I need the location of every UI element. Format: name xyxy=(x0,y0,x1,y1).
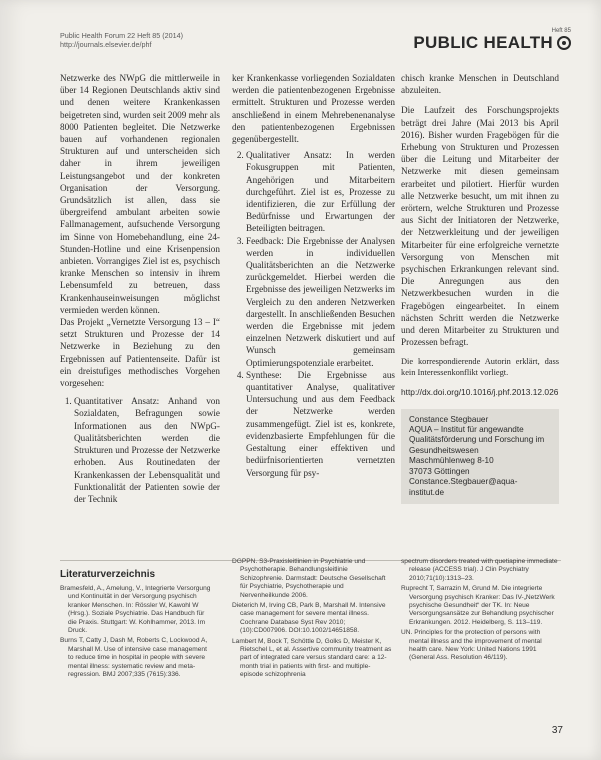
reference-item: DGPPN. S3-Praxisleitlinien in Psychiatrie und Psychotherapie. Behandlungsleitlinie Schizophrenie. Darmstadt: Deutsche Gesellschaft für Psychiatrie, Psychotherapie und Nervenheilkunde 2006. xyxy=(232,558,386,599)
journal-badge-icon xyxy=(557,36,571,50)
method-list xyxy=(60,395,220,505)
contact-line: Qualitätsförderung und Forschung im xyxy=(409,435,545,445)
page-number: 37 xyxy=(551,725,563,736)
references-column-1 xyxy=(60,585,212,681)
journal-volume: Heft 85 xyxy=(551,28,571,34)
paragraph: Die Laufzeit des Forschungsprojekts beträgt drei Jahre (Mai 2013 bis April 2016). Bisher wurden Fragebögen für die Erhebung von Strukturen und Prozessen über die Leitung und Mitarbeiter der Netzwerke mit diesen gemeinsam erarbeitet und pilotiert. Hierfür wurden alle Netzwerke besucht, um mit ihnen zu erörtern, welche Strukturen und Prozesse aus Sicht der Initiatoren der Netzwerke, der Netzwerkleitung und der jeweiligen Mitarbeiter für eine erfolgreiche vernetzte Versorgung von Menschen mit psychischen Erkrankungen relevant sind. Die Anregungen aus den Netzwerkbesuchen wurden in die Fragebögen eingearbeitet. In einem nächsten Schritt werden die Netzwerke und deren Mitarbeiter zu Strukturen und Prozessen befragt. xyxy=(401,105,559,348)
paragraph: chisch kranke Menschen in Deutschland abzuleiten. xyxy=(401,73,559,96)
contact-email[interactable]: Constance.Stegbauer@aqua-institut.de xyxy=(409,477,518,497)
reference-item: UN. Principles for the protection of persons with mental illness and the improvement of mental health care. New York: United Nations 1991 (General Ass. Resolution 46/119). xyxy=(401,629,542,662)
contact-line: AQUA – Institut für angewandte xyxy=(409,425,524,435)
citation-line-2[interactable]: http://journals.elsevier.de/phf xyxy=(60,40,152,49)
references-column-3 xyxy=(401,558,559,665)
reference-item: Ruprecht T, Sarrazin M, Grund M. Die integrierte Versorgung psychisch Kranker: Das IV-„NetzWerk psychische Gesundheit“ der TK. In: Neue Versorgungsansätze zur Behandlung psychischer Erkrankungen. 2012. Heidelberg, S. 113–119. xyxy=(401,585,555,626)
text-column-2 xyxy=(232,72,395,479)
journal-title: PUBLIC HEALTH xyxy=(413,33,553,52)
contact-line: Constance Stegbauer xyxy=(409,414,489,424)
conflict-statement: Die korrespondierende Autorin erklärt, dass kein Interessenkonflikt vorliegt. xyxy=(401,357,559,378)
reference-item: Dieterich M, Irving CB, Park B, Marshall M. Intensive case management for severe mental illness. Cochrane Database Syst Rev 2010; (10):CD007906. DOI:10.1002/14651858. xyxy=(232,602,386,635)
journal-logo xyxy=(413,34,571,52)
contact-line: Gesundheitswesen xyxy=(409,445,479,455)
contact-line: 37073 Göttingen xyxy=(409,466,470,476)
reference-item: Lambert M, Bock T, Schöttle D, Golks D, Meister K, Rietschel L, et al. Assertive community treatment as part of integrated care versus standard care: a 12-month trial in patients with first- and multiple-episode schizophrenia xyxy=(232,637,392,679)
list-item: 3. Feedback: Die Ergebnisse der Analysen werden in individuellen Qualitätsberichten an die Netzwerke zurückgemeldet. Hierbei werden die Ergebnisse des jeweiligen Netzwerks im Vergleich zu den anderen Netzwerken dargestellt. In anschließenden Besuchen werden die Ergebnisse mit jedem einzelnen Netzwerk diskutiert und auf Wunsch gemeinsam Optimierungspotenziale erarbeitet. xyxy=(246,235,395,369)
references-column-2 xyxy=(232,558,392,682)
contact-line: Maschmühlenweg 8-10 xyxy=(409,456,494,466)
citation-line-1: Public Health Forum 22 Heft 85 (2014) xyxy=(60,31,184,40)
paragraph: ker Krankenkasse vorliegenden Sozialdaten werden die patientenbezogenen Ergebnisse ermittelt. Strukturen und Prozesse werden anschließend in einem Mehrebenenanalyse den patientenbezogenen Ergebnissen gegenübergestellt. xyxy=(232,73,395,145)
doi-link[interactable]: http://dx.doi.org/10.1016/j.phf.2013.12.026 xyxy=(401,387,559,398)
citation-header xyxy=(60,31,183,49)
paragraph: Das Projekt „Vernetzte Versorgung 13 – I“ setzt Strukturen und Prozesse der 14 Netzwerke in Beziehung zu den Ergebnissen auf Patientenseite. Dafür ist ein dreistufiges methodisches Vorgehen vorgesehen: xyxy=(60,317,220,389)
journal-masthead xyxy=(413,28,571,52)
contact-box xyxy=(401,409,559,504)
list-item: 2. Qualitativer Ansatz: In werden Fokusgruppen mit Patienten, Angehörigen und Mitarbeitern durchgeführt. Ziel ist es, Prozesse zu identifizieren, die zur Erfüllung der Bedürfnisse und Erwartungen der Beteiligten beitragen. xyxy=(246,149,395,234)
references-title: Literaturverzeichnis xyxy=(60,569,156,580)
paragraph: Netzwerke des NWpG die mittlerweile in über 14 Regionen Deutschlands aktiv sind und denen weitere Krankenkassen beigetreten sind, wurden seit 2009 mehr als 8000 Patienten begleitet. Die Netzwerke bauen auf vorhandenen regionalen Strukturen auf und unterscheiden sich daher in ihrem jeweiligen Leistungsangebot und der konkreten Organisation der Versorgung. Grundsätzlich ist allen, dass sie übergreifend ambulant arbeiten sowie Fallmanagement, aufsuchende Versorgung im Sinne von Homebehandlung, eine 24-Stunden-Hotline und eine Krisenpension anbieten. Vorrangiges Ziel ist es, psychisch kranke Menschen so intensiv in ihrem Lebensumfeld zu betreuen, dass Krankenhauseinweisungen möglichst vermieden werden können. xyxy=(60,73,220,315)
method-list xyxy=(232,149,395,478)
text-column-1 xyxy=(60,72,220,505)
list-item: 4. Synthese: Die Ergebnisse aus quantitativer Analyse, qualitativer Untersuchung und aus dem Feedback der Netzwerke werden zusammengefügt. Ziel ist es, konkrete, evidenzbasierte Empfehlungen für die Gestaltung einer effektiven und bedürfnisorientierten vernetzten Versorgung für psy- xyxy=(246,369,395,479)
reference-item: spectrum disorders treated with quetiapine immediate release (ACCESS trial). J Clin Psychiatry 2010;71(10):1313–23. xyxy=(401,558,558,582)
reference-item: Burns T, Catty J, Dash M, Roberts C, Lockwood A, Marshall M. Use of intensive case management to reduce time in hospital in people with severe mental illness: systematic review and meta-regression. BMJ 2007;335 (7615):336. xyxy=(60,637,208,679)
reference-item: Bramesfeld, A., Amelung, V., Integrierte Versorgung und Kontinuität in der Versorgung psychisch kranker Menschen. In: Rössler W, Kawohl W (Hrsg.). Soziale Psychiatrie. Das Handbuch für die Praxis. Stuttgart: W. Kohlhammer, 2013. Im Druck. xyxy=(60,585,211,635)
text-column-3 xyxy=(401,72,559,504)
list-item: 1. Quantitativer Ansatz: Anhand von Sozialdaten, Befragungen sowie Informationen aus den NWpG-Qualitätsberichten werden die Strukturen und Prozesse der Netzwerke erhoben. Aus Routinedaten der Krankenkassen der Lebensqualität und Funktionalität der Patienten sowie der der Technik xyxy=(74,395,220,505)
